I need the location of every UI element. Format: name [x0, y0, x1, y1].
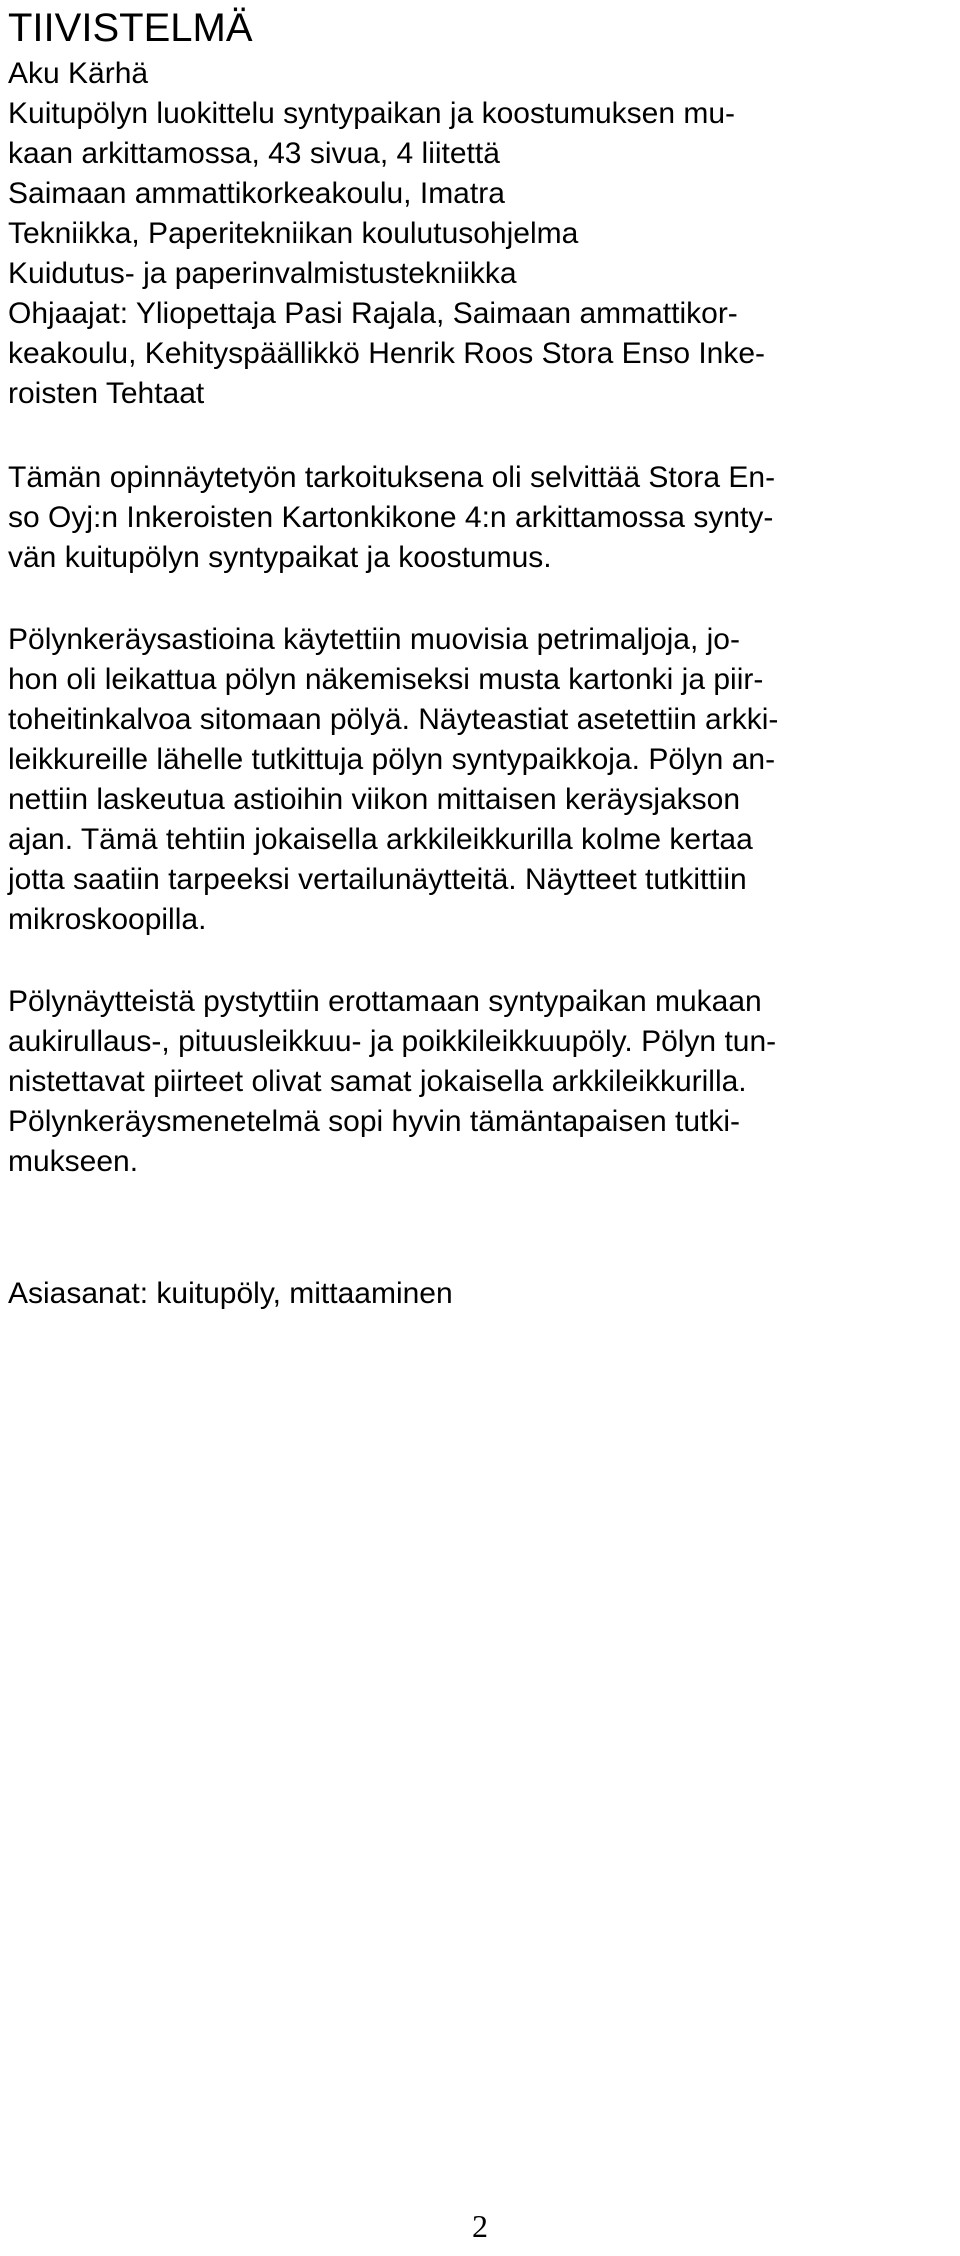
page-number: 2 — [472, 2208, 488, 2244]
specialisation: Kuidutus- ja paperinvalmistustekniikka — [8, 257, 517, 290]
abstract-paragraph — [8, 982, 952, 1182]
paragraph-line: aukirullaus-, pituusleikkuu- ja poikkileikkuupöly. Pölyn tun- — [8, 1025, 777, 1058]
paragraph-line: Pölynkeräysastioina käytettiin muovisia petrimaljoja, jo- — [8, 623, 740, 656]
paragraph-line: leikkureille lähelle tutkittuja pölyn syntypaikkoja. Pölyn an- — [8, 743, 776, 776]
institution: Saimaan ammattikorkeakoulu, Imatra — [8, 177, 505, 210]
paragraph-line: Pölynkeräysmenetelmä sopi hyvin tämäntapaisen tutki- — [8, 1105, 741, 1138]
author-name: Aku Kärhä — [8, 57, 149, 90]
thesis-title-line: kaan arkittamossa, 43 sivua, 4 liitettä — [8, 137, 500, 170]
page-title: TIIVISTELMÄ — [8, 6, 253, 50]
paragraph-line: Pölynäytteistä pystyttiin erottamaan syntypaikan mukaan — [8, 985, 762, 1018]
abstract-meta — [8, 54, 952, 414]
paragraph-line: Tämän opinnäytetyön tarkoituksena oli selvittää Stora En- — [8, 461, 776, 494]
paragraph-line: mukseen. — [8, 1145, 139, 1178]
paragraph-line: mikroskoopilla. — [8, 903, 207, 936]
paragraph-line: hon oli leikattua pölyn näkemiseksi musta kartonki ja piir- — [8, 663, 764, 696]
paragraph-line: vän kuitupölyn syntypaikat ja koostumus. — [8, 541, 552, 574]
paragraph-line: toheitinkalvoa sitomaan pölyä. Näyteastiat asetettiin arkki- — [8, 703, 779, 736]
paragraph-line: ajan. Tämä tehtiin jokaisella arkkileikkurilla kolme kertaa — [8, 823, 753, 856]
keywords: Asiasanat: kuitupöly, mittaaminen — [8, 1277, 453, 1310]
degree-programme: Tekniikka, Paperitekniikan koulutusohjelma — [8, 217, 579, 250]
paragraph-line: so Oyj:n Inkeroisten Kartonkikone 4:n arkittamossa synty- — [8, 501, 774, 534]
paragraph-line: jotta saatiin tarpeeksi vertailunäytteitä. Näytteet tutkittiin — [8, 863, 747, 896]
supervisors-line: keakoulu, Kehityspäällikkö Henrik Roos Stora Enso Inke- — [8, 337, 766, 370]
supervisors-line: Ohjaajat: Yliopettaja Pasi Rajala, Saimaan ammattikor- — [8, 297, 738, 330]
abstract-paragraph — [8, 458, 952, 578]
supervisors-line: roisten Tehtaat — [8, 377, 205, 410]
thesis-title-line: Kuitupölyn luokittelu syntypaikan ja koostumuksen mu- — [8, 97, 736, 130]
paragraph-line: nistettavat piirteet olivat samat jokaisella arkkileikkurilla. — [8, 1065, 747, 1098]
abstract-paragraph — [8, 620, 952, 940]
paragraph-line: nettiin laskeutua astioihin viikon mittaisen keräysjakson — [8, 783, 741, 816]
document-page — [8, 0, 952, 2244]
